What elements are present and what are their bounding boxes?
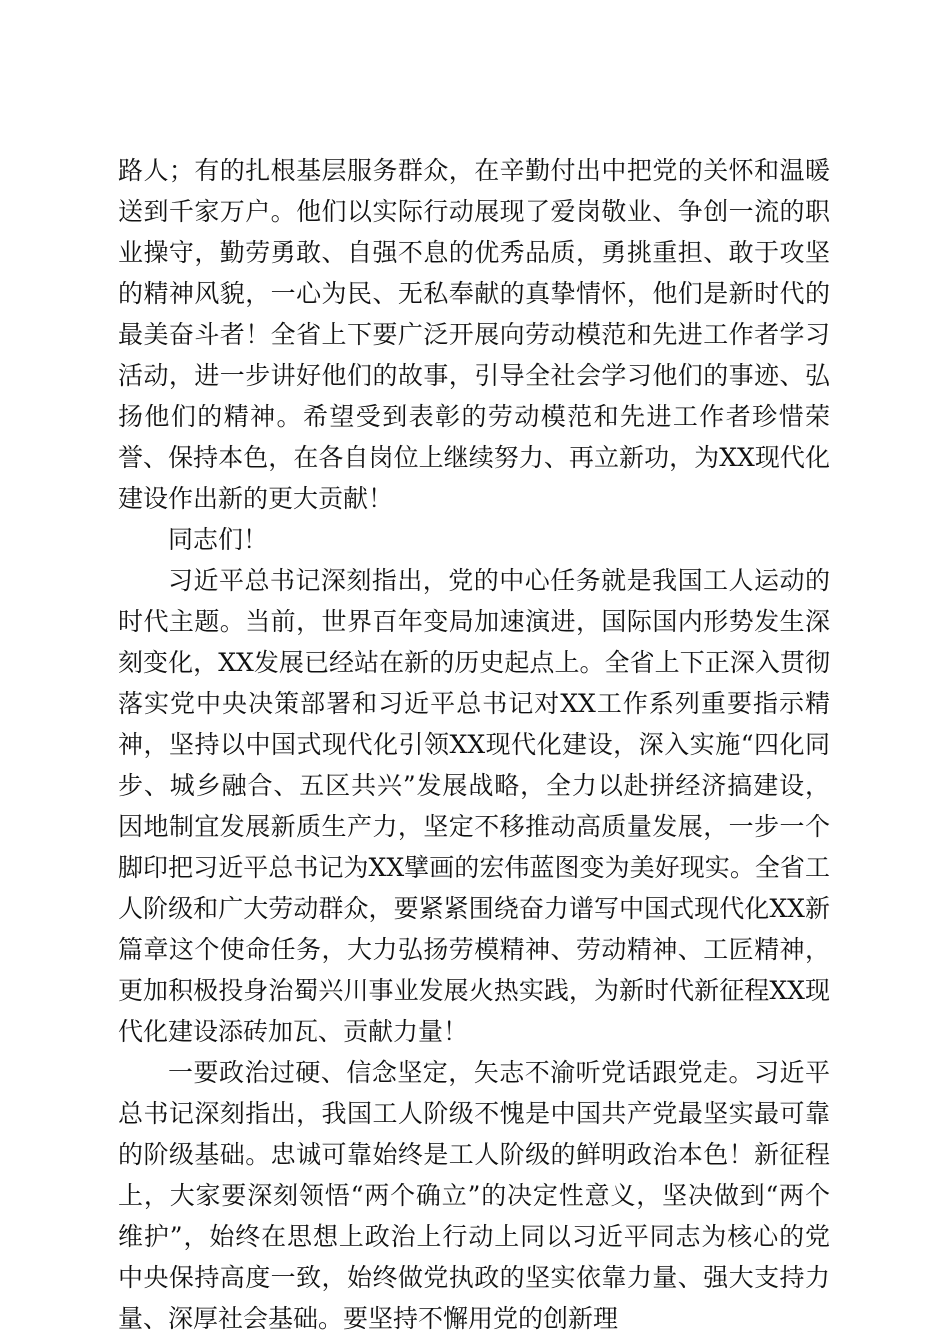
salutation-comrades: 同志们！ xyxy=(168,525,269,554)
paragraph-political-loyalty: 一要政治过硬、信念坚定，矢志不渝听党话跟党走。习近平总书记深刻指出，我国工人阶级不愧是中国共产党最坚实最可靠的阶级基础。忠诚可靠始终是工人阶级的鲜明政治本色！新征程上，大家要深刻领悟“两个确立”的决定性意义，坚决做到“两个维护”，始终在思想上政治上行动上同以习近平同志为核心的党中央保持高度一致，始终做党执政的坚实依靠力量、强大支持力量、深厚社会基础。要坚持不懈用党的创新理 xyxy=(118,1058,830,1333)
document-page xyxy=(118,150,830,1339)
paragraph-praise-model-workers: 路人；有的扎根基层服务群众，在辛勤付出中把党的关怀和温暖送到千家万户。他们以实际行动展现了爱岗敬业、争创一流的职业操守，勤劳勇敢、自强不息的优秀品质，勇挑重担、敢于攻坚的精神风貌，一心为民、无私奉献的真挚情怀，他们是新时代的最美奋斗者！全省上下要广泛开展向劳动模范和先进工作者学习活动，进一步讲好他们的故事，引导全社会学习他们的事迹、弘扬他们的精神。希望受到表彰的劳动模范和先进工作者珍惜荣誉、保持本色，在各自岗位上继续努力、再立新功，为XX现代化建设作出新的更大贡献！ xyxy=(118,156,830,513)
paragraph-central-task: 习近平总书记深刻指出，党的中心任务就是我国工人运动的时代主题。当前，世界百年变局加速演进，国际国内形势发生深刻变化，XX发展已经站在新的历史起点上。全省上下正深入贯彻落实党中央决策部署和习近平总书记对XX工作系列重要指示精神，坚持以中国式现代化引领XX现代化建设，深入实施“四化同步、城乡融合、五区共兴”发展战略，全力以赴拼经济搞建设，因地制宜发展新质生产力，坚定不移推动高质量发展，一步一个脚印把习近平总书记为XX擘画的宏伟蓝图变为美好现实。全省工人阶级和广大劳动群众，要紧紧围绕奋力谱写中国式现代化XX新篇章这个使命任务，大力弘扬劳模精神、劳动精神、工匠精神，更加积极投身治蜀兴川事业发展火热实践，为新时代新征程XX现代化建设添砖加瓦、贡献力量！ xyxy=(118,566,830,1046)
